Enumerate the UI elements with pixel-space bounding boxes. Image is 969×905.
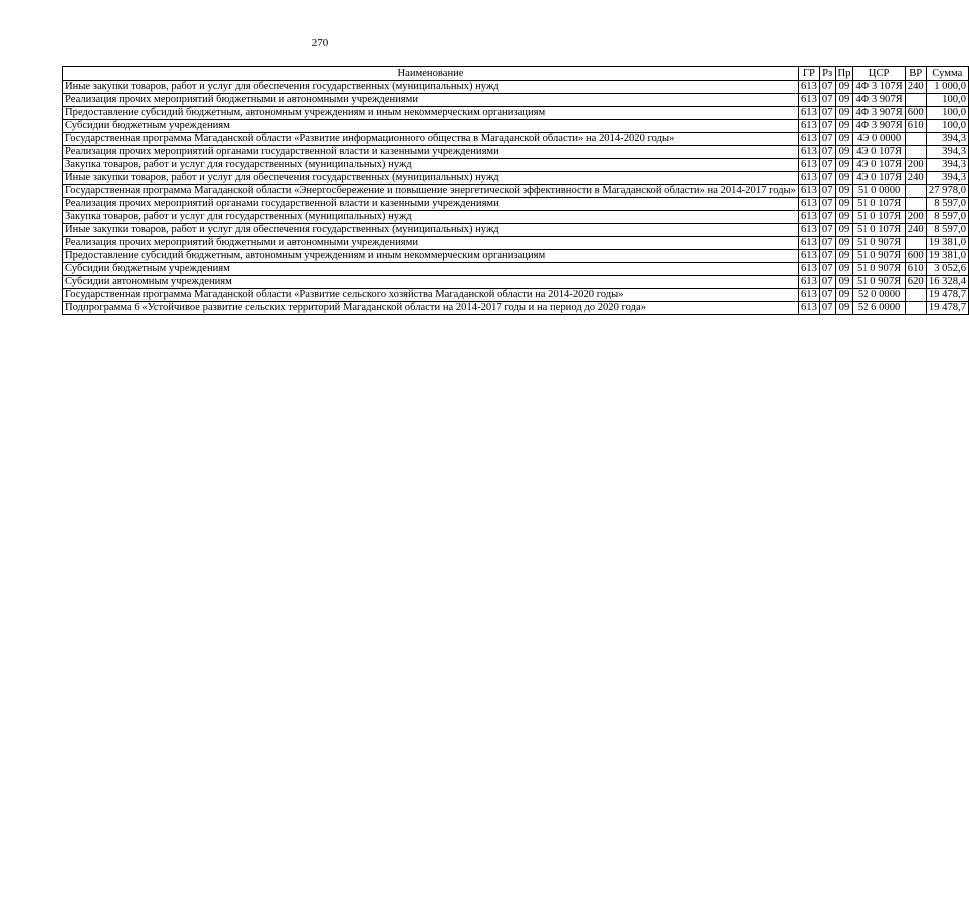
cell-pr: 09 [835, 237, 853, 250]
cell-gr: 613 [798, 237, 819, 250]
table-body [63, 81, 969, 315]
cell-rz: 07 [819, 185, 835, 198]
cell-sum: 394,3 [926, 172, 968, 185]
cell-csr: 51 0 107Я [853, 198, 905, 211]
table-row [63, 263, 969, 276]
cell-csr: 4Ф 3 907Я [853, 107, 905, 120]
cell-rz: 07 [819, 172, 835, 185]
cell-sum: 19 381,0 [926, 237, 968, 250]
cell-gr: 613 [798, 159, 819, 172]
cell-vr [905, 302, 926, 315]
cell-gr: 613 [798, 172, 819, 185]
cell-name: Иные закупки товаров, работ и услуг для обеспечения государственных (муниципальных) нужд [63, 172, 799, 185]
cell-csr: 51 0 107Я [853, 211, 905, 224]
cell-sum: 394,3 [926, 133, 968, 146]
cell-vr [905, 289, 926, 302]
cell-name: Закупка товаров, работ и услуг для государственных (муниципальных) нужд [63, 211, 799, 224]
cell-vr [905, 237, 926, 250]
cell-vr [905, 146, 926, 159]
cell-sum: 8 597,0 [926, 198, 968, 211]
cell-rz: 07 [819, 133, 835, 146]
cell-gr: 613 [798, 146, 819, 159]
cell-rz: 07 [819, 237, 835, 250]
cell-vr [905, 198, 926, 211]
cell-name: Реализация прочих мероприятий бюджетными и автономными учреждениями [63, 237, 799, 250]
cell-pr: 09 [835, 172, 853, 185]
cell-rz: 07 [819, 81, 835, 94]
cell-sum: 394,3 [926, 146, 968, 159]
cell-name: Субсидии бюджетным учреждениям [63, 120, 799, 133]
cell-name: Государственная программа Магаданской области «Энергосбережение и повышение энергетической эффективности в Магаданской области» на 2014-2017 годы» [63, 185, 799, 198]
cell-gr: 613 [798, 250, 819, 263]
cell-csr: 52 6 0000 [853, 302, 905, 315]
cell-sum: 19 478,7 [926, 289, 968, 302]
cell-csr: 51 0 907Я [853, 237, 905, 250]
col-header-gr: ГР [798, 67, 819, 81]
cell-vr: 240 [905, 224, 926, 237]
cell-vr: 240 [905, 172, 926, 185]
table-row [63, 133, 969, 146]
cell-csr: 51 0 907Я [853, 263, 905, 276]
table-row [63, 120, 969, 133]
cell-rz: 07 [819, 224, 835, 237]
cell-rz: 07 [819, 263, 835, 276]
cell-gr: 613 [798, 263, 819, 276]
cell-rz: 07 [819, 302, 835, 315]
cell-vr: 600 [905, 107, 926, 120]
table-row [63, 211, 969, 224]
cell-sum: 8 597,0 [926, 211, 968, 224]
cell-sum: 394,3 [926, 159, 968, 172]
cell-gr: 613 [798, 302, 819, 315]
table-row [63, 237, 969, 250]
cell-rz: 07 [819, 159, 835, 172]
cell-vr [905, 133, 926, 146]
cell-gr: 613 [798, 224, 819, 237]
cell-vr: 600 [905, 250, 926, 263]
table-row [63, 159, 969, 172]
col-header-name: Наименование [63, 67, 799, 81]
cell-csr: 4Э 0 107Я [853, 146, 905, 159]
table-row [63, 172, 969, 185]
budget-table [62, 66, 969, 315]
table-row [63, 302, 969, 315]
page-number: 270 [311, 37, 329, 49]
cell-pr: 09 [835, 107, 853, 120]
cell-name: Субсидии бюджетным учреждениям [63, 263, 799, 276]
cell-name: Закупка товаров, работ и услуг для государственных (муниципальных) нужд [63, 159, 799, 172]
cell-pr: 09 [835, 146, 853, 159]
col-header-sum: Сумма [926, 67, 968, 81]
table-row [63, 224, 969, 237]
cell-vr: 620 [905, 276, 926, 289]
cell-pr: 09 [835, 185, 853, 198]
cell-csr: 4Ф 3 907Я [853, 94, 905, 107]
cell-pr: 09 [835, 211, 853, 224]
cell-pr: 09 [835, 133, 853, 146]
cell-sum: 100,0 [926, 120, 968, 133]
cell-gr: 613 [798, 185, 819, 198]
cell-sum: 1 000,0 [926, 81, 968, 94]
cell-gr: 613 [798, 198, 819, 211]
col-header-rz: Рз [819, 67, 835, 81]
cell-sum: 100,0 [926, 94, 968, 107]
table-row [63, 250, 969, 263]
cell-gr: 613 [798, 94, 819, 107]
cell-pr: 09 [835, 289, 853, 302]
cell-vr: 240 [905, 81, 926, 94]
cell-rz: 07 [819, 146, 835, 159]
cell-rz: 07 [819, 107, 835, 120]
cell-gr: 613 [798, 289, 819, 302]
cell-sum: 27 978,0 [926, 185, 968, 198]
col-header-pr: Пр [835, 67, 853, 81]
cell-csr: 51 0 107Я [853, 224, 905, 237]
col-header-csr: ЦСР [853, 67, 905, 81]
cell-rz: 07 [819, 250, 835, 263]
cell-pr: 09 [835, 263, 853, 276]
table-row [63, 94, 969, 107]
cell-gr: 613 [798, 211, 819, 224]
table-row [63, 185, 969, 198]
cell-csr: 51 0 907Я [853, 250, 905, 263]
cell-name: Субсидии автономным учреждениям [63, 276, 799, 289]
cell-name: Иные закупки товаров, работ и услуг для обеспечения государственных (муниципальных) нужд [63, 224, 799, 237]
cell-sum: 100,0 [926, 107, 968, 120]
table-row [63, 276, 969, 289]
cell-pr: 09 [835, 302, 853, 315]
cell-csr: 51 0 0000 [853, 185, 905, 198]
cell-name: Реализация прочих мероприятий органами государственной власти и казенными учреждениями [63, 198, 799, 211]
cell-pr: 09 [835, 81, 853, 94]
cell-csr: 4Э 0 107Я [853, 172, 905, 185]
cell-gr: 613 [798, 120, 819, 133]
cell-name: Реализация прочих мероприятий бюджетными и автономными учреждениями [63, 94, 799, 107]
cell-pr: 09 [835, 94, 853, 107]
cell-csr: 51 0 907Я [853, 276, 905, 289]
cell-pr: 09 [835, 224, 853, 237]
cell-gr: 613 [798, 81, 819, 94]
cell-gr: 613 [798, 133, 819, 146]
cell-rz: 07 [819, 276, 835, 289]
cell-pr: 09 [835, 250, 853, 263]
header-row [63, 67, 969, 81]
cell-vr [905, 94, 926, 107]
cell-pr: 09 [835, 198, 853, 211]
cell-name: Подпрограмма 6 «Устойчивое развитие сельских территорий Магаданской области на 2014-2017 годы и на период до 2020 года» [63, 302, 799, 315]
cell-name: Иные закупки товаров, работ и услуг для обеспечения государственных (муниципальных) нужд [63, 81, 799, 94]
table-row [63, 81, 969, 94]
cell-name: Предоставление субсидий бюджетным, автономным учреждениям и иным некоммерческим организациям [63, 250, 799, 263]
cell-name: Государственная программа Магаданской области «Развитие сельского хозяйства Магаданской области на 2014-2020 годы» [63, 289, 799, 302]
cell-name: Предоставление субсидий бюджетным, автономным учреждениям и иным некоммерческим организациям [63, 107, 799, 120]
table-row [63, 198, 969, 211]
cell-name: Реализация прочих мероприятий органами государственной власти и казенными учреждениями [63, 146, 799, 159]
cell-vr: 610 [905, 120, 926, 133]
cell-csr: 4Э 0 0000 [853, 133, 905, 146]
cell-gr: 613 [798, 107, 819, 120]
cell-pr: 09 [835, 276, 853, 289]
cell-csr: 4Э 0 107Я [853, 159, 905, 172]
col-header-vr: ВР [905, 67, 926, 81]
cell-sum: 8 597,0 [926, 224, 968, 237]
cell-rz: 07 [819, 289, 835, 302]
cell-vr: 200 [905, 211, 926, 224]
cell-rz: 07 [819, 211, 835, 224]
cell-sum: 19 478,7 [926, 302, 968, 315]
cell-pr: 09 [835, 120, 853, 133]
table-row [63, 107, 969, 120]
cell-rz: 07 [819, 94, 835, 107]
cell-sum: 3 052,6 [926, 263, 968, 276]
cell-pr: 09 [835, 159, 853, 172]
cell-csr: 4Ф 3 907Я [853, 120, 905, 133]
cell-sum: 16 328,4 [926, 276, 968, 289]
cell-sum: 19 381,0 [926, 250, 968, 263]
cell-name: Государственная программа Магаданской области «Развитие информационного общества в Магаданской области» на 2014-2020 годы» [63, 133, 799, 146]
cell-vr: 200 [905, 159, 926, 172]
cell-csr: 4Ф 3 107Я [853, 81, 905, 94]
cell-vr: 610 [905, 263, 926, 276]
cell-csr: 52 0 0000 [853, 289, 905, 302]
cell-rz: 07 [819, 120, 835, 133]
cell-vr [905, 185, 926, 198]
table-row [63, 289, 969, 302]
cell-rz: 07 [819, 198, 835, 211]
table-row [63, 146, 969, 159]
cell-gr: 613 [798, 276, 819, 289]
